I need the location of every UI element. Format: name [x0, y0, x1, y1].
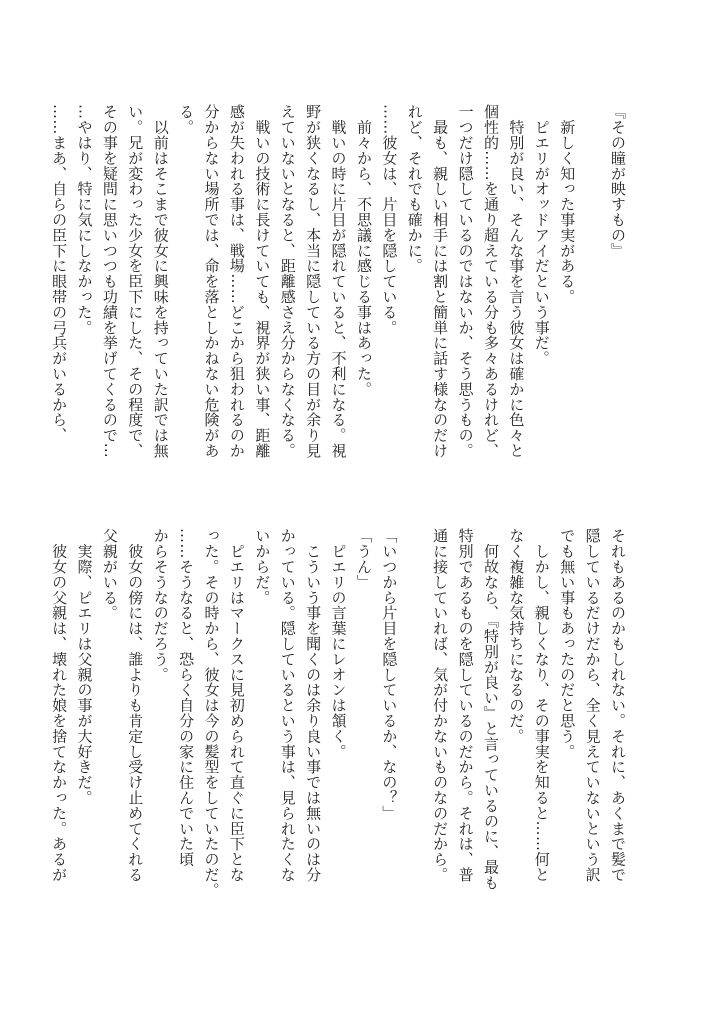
text-line: 特別であるものを隠しているのだから。それは、普 [456, 528, 475, 883]
text-line: ……彼女は、片目を隠している。 [380, 104, 399, 335]
text-line: なく複雑な気持ちになるのだ。 [507, 528, 526, 744]
text-line: 個性的……を通り超えている分も多々あるけれど、 [481, 104, 500, 459]
text-line: からそうなのだろう。 [151, 528, 170, 682]
text-line: 通に接していれば、気が付かないものなのだから。 [431, 528, 450, 883]
text-line: 実際、ピエリは父親の事が大好きだ。 [75, 528, 94, 806]
text-line: 一つだけ隠しているのではないか、そう思うもの。 [456, 104, 475, 459]
text-line: れど、それでも確かに。 [405, 104, 424, 274]
text-line: 野が狭くなるし、本当に隠している方の目が余り見 [304, 104, 323, 459]
text-line: かっている。隠しているという事は、見られたくな [278, 528, 297, 883]
text-block-lower [46, 528, 630, 938]
text-line: …やはり、特に気にしなかった。 [75, 104, 94, 335]
text-line: ピエリはマークスに見初められて直ぐに臣下とな [227, 528, 246, 883]
text-line: えていないとなると、距離感さえ分からなくなる。 [278, 104, 297, 459]
text-line: 新しく知った事実がある。 [558, 104, 577, 305]
text-line: い。兄が変わった少女を臣下にした、その程度で、 [126, 104, 145, 459]
text-line: 父親がいる。 [100, 528, 119, 621]
text-line: 隠しているだけだから、全く見えていないという訳 [583, 528, 602, 883]
text-line [579, 104, 604, 514]
text-line: る。 [177, 104, 196, 135]
text-line: 彼女の傍には、誰よりも肯定し受け止めてくれる [126, 528, 145, 883]
text-line [401, 528, 426, 938]
text-line: 前々から、不思議に感じる事はあった。 [354, 104, 373, 397]
text-line: こういう事を聞くのは余り良い事では無いのは分 [304, 528, 323, 883]
text-line: でも無い事もあったのだと思う。 [558, 528, 577, 759]
text-line: った。その時から、彼女は今の髪型をしていたのだ。 [202, 528, 221, 898]
text-line: 特別が良い、そんな事を言う彼女は確かに色々と [507, 104, 526, 459]
text-line: ピエリの言葉にレオンは頷く。 [329, 528, 348, 759]
text-line: 戦いの技術に長けていても、視界が狭い事、距離 [253, 104, 272, 459]
text-line: 「うん」 [354, 528, 373, 590]
text-line: 分からない場所では、命を落としかねない危険があ [202, 104, 221, 459]
text-line: いからだ。 [253, 528, 272, 605]
text-line: 感が失われる事は、戦場……どこから狙われるのか [227, 104, 246, 459]
text-line: ピエリがオッドアイだという事だ。 [532, 104, 551, 366]
text-line: 戦いの時に片目が隠れていると、不利になる。視 [329, 104, 348, 459]
text-line: しかし、親しくなり、その事実を知ると……何と [532, 528, 551, 883]
text-line: 以前はそこまで彼女に興味を持っていた訳では無 [151, 104, 170, 459]
text-line: それもあるのかもしれない。それに、あくまで髪で [609, 528, 627, 883]
text-line: ……そうなると、恐らく自分の家に住んでいた頃 [177, 528, 196, 867]
text-block-upper [46, 104, 630, 514]
text-line: その事を疑問に思いつつも功績を挙げてくるので… [100, 104, 119, 459]
text-line: 「いつから片目を隠しているか、なの？」 [380, 528, 399, 821]
text-line: 最も、親しい相手には割と簡単に話す様なのだけ [431, 104, 450, 459]
text-line: ……まあ、自らの臣下に眼帯の弓兵がいるから、 [50, 104, 69, 443]
text-line: 彼女の父親は、壊れた娘を捨てなかった。あるが [50, 528, 69, 883]
text-line: 何故なら、『特別が良い』と言っているのに、最も [481, 528, 500, 891]
title-line: 『その瞳が映すもの』 [609, 104, 627, 258]
